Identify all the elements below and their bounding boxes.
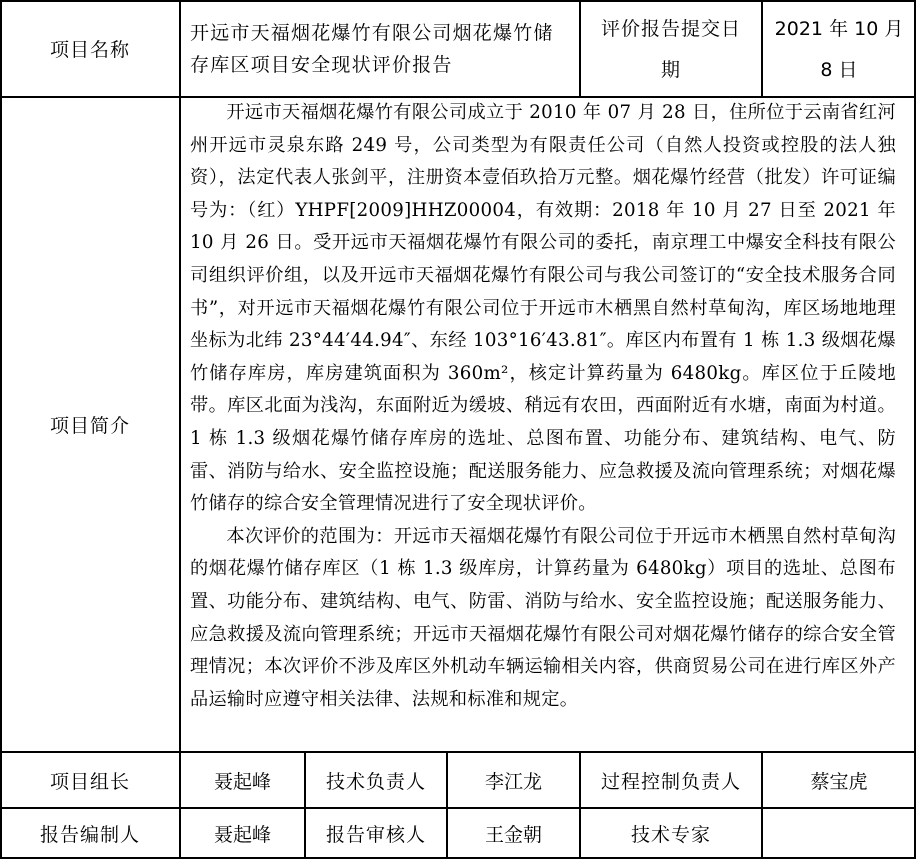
report-author-label: 报告编制人 [39, 824, 140, 846]
team-leader-value: 聂起峰 [213, 770, 271, 793]
project-summary-text [180, 97, 906, 752]
team-leader-label: 项目组长 [49, 770, 130, 793]
submit-date-value-line1: 2021 年 10 月 [774, 18, 904, 40]
project-name-label: 项目名称 [49, 39, 130, 61]
tech-expert-value [762, 808, 916, 859]
report-author-value: 聂起峰 [213, 824, 271, 846]
process-control-value: 蔡宝虎 [810, 770, 868, 793]
summary-paragraph-2: 本次评价的范围为：开远市天福烟花爆竹有限公司位于开远市木栖黑自然村草甸沟的烟花爆竹储存库区（1 栋 1.3 级库房，计算药量为 6480kg）项目的选址、总图布置、功能分布、建筑结构、电气、防雷、消防与给水、安全监控设施；配送服务能力、应急救援及流向管理系统；开远市天福烟花爆竹有限公司对烟花爆竹储存的综合安全管理情况；本次评价不涉及库区外机动车辆运输相关内容，供商贸易公司在进行库区外产品运输时应遵守相关法律、法规和标准和规定。 [190, 525, 896, 710]
submit-date-label-line2: 期 [660, 59, 681, 81]
tech-expert-label: 技术专家 [630, 824, 711, 846]
submit-date-value [762, 0, 916, 97]
project-summary-label: 项目简介 [49, 415, 130, 437]
report-reviewer-value: 王金朝 [484, 824, 542, 846]
process-control-label: 过程控制负责人 [600, 770, 741, 793]
tech-lead-value: 李江龙 [484, 770, 542, 793]
report-reviewer-label: 报告审核人 [325, 824, 426, 846]
summary-paragraph-1: 开远市天福烟花爆竹有限公司成立于 2010 年 07 月 28 日，住所位于云南省红河州开远市灵泉东路 249 号，公司类型为有限责任公司（自然人投资或控股的法人独资），法定代表人张剑平，注册资本壹佰玖拾万元整。烟花爆竹经营（批发）许可证编号为：（红）YHPF[2009]HHZ00004，有效期：2018 年 10 月 27 日至 2021 年 10 月 26 日。受开远市天福烟花爆竹有限公司的委托，南京理工中爆安全科技有限公司组织评价组，以及开远市天福烟花爆竹有限公司与我公司签订的“安全技术服务合同书”，对开远市天福烟花爆竹有限公司位于开远市木栖黑自然村草甸沟，库区场地地理坐标为北纬 23°44′44.94″、东经 103°16′43.81″。库区内布置有 1 栋 1.3 级烟花爆竹储存库房，库房建筑面积为 360m²，核定计算药量为 6480kg。库区位于丘陵地带。库区北面为浅沟，东面附近为缓坡、稍远有农田，西面附近有水塘，南面为村道。1 栋 1.3 级烟花爆竹储存库房的选址、总图布置、功能分布、建筑结构、电气、防雷、消防与给水、安全监控设施；配送服务能力、应急救援及流向管理系统；对烟花爆竹储存的综合安全管理情况进行了安全现状评价。 [190, 102, 896, 515]
submit-date-value-line2: 8 日 [820, 59, 858, 81]
submit-date-label-line1: 评价报告提交日 [600, 18, 741, 40]
tech-lead-label: 技术负责人 [325, 770, 426, 793]
project-name-value: 开远市天福烟花爆竹有限公司烟花爆竹储存库区项目安全现状评价报告 [190, 21, 554, 76]
submit-date-label [580, 0, 762, 97]
